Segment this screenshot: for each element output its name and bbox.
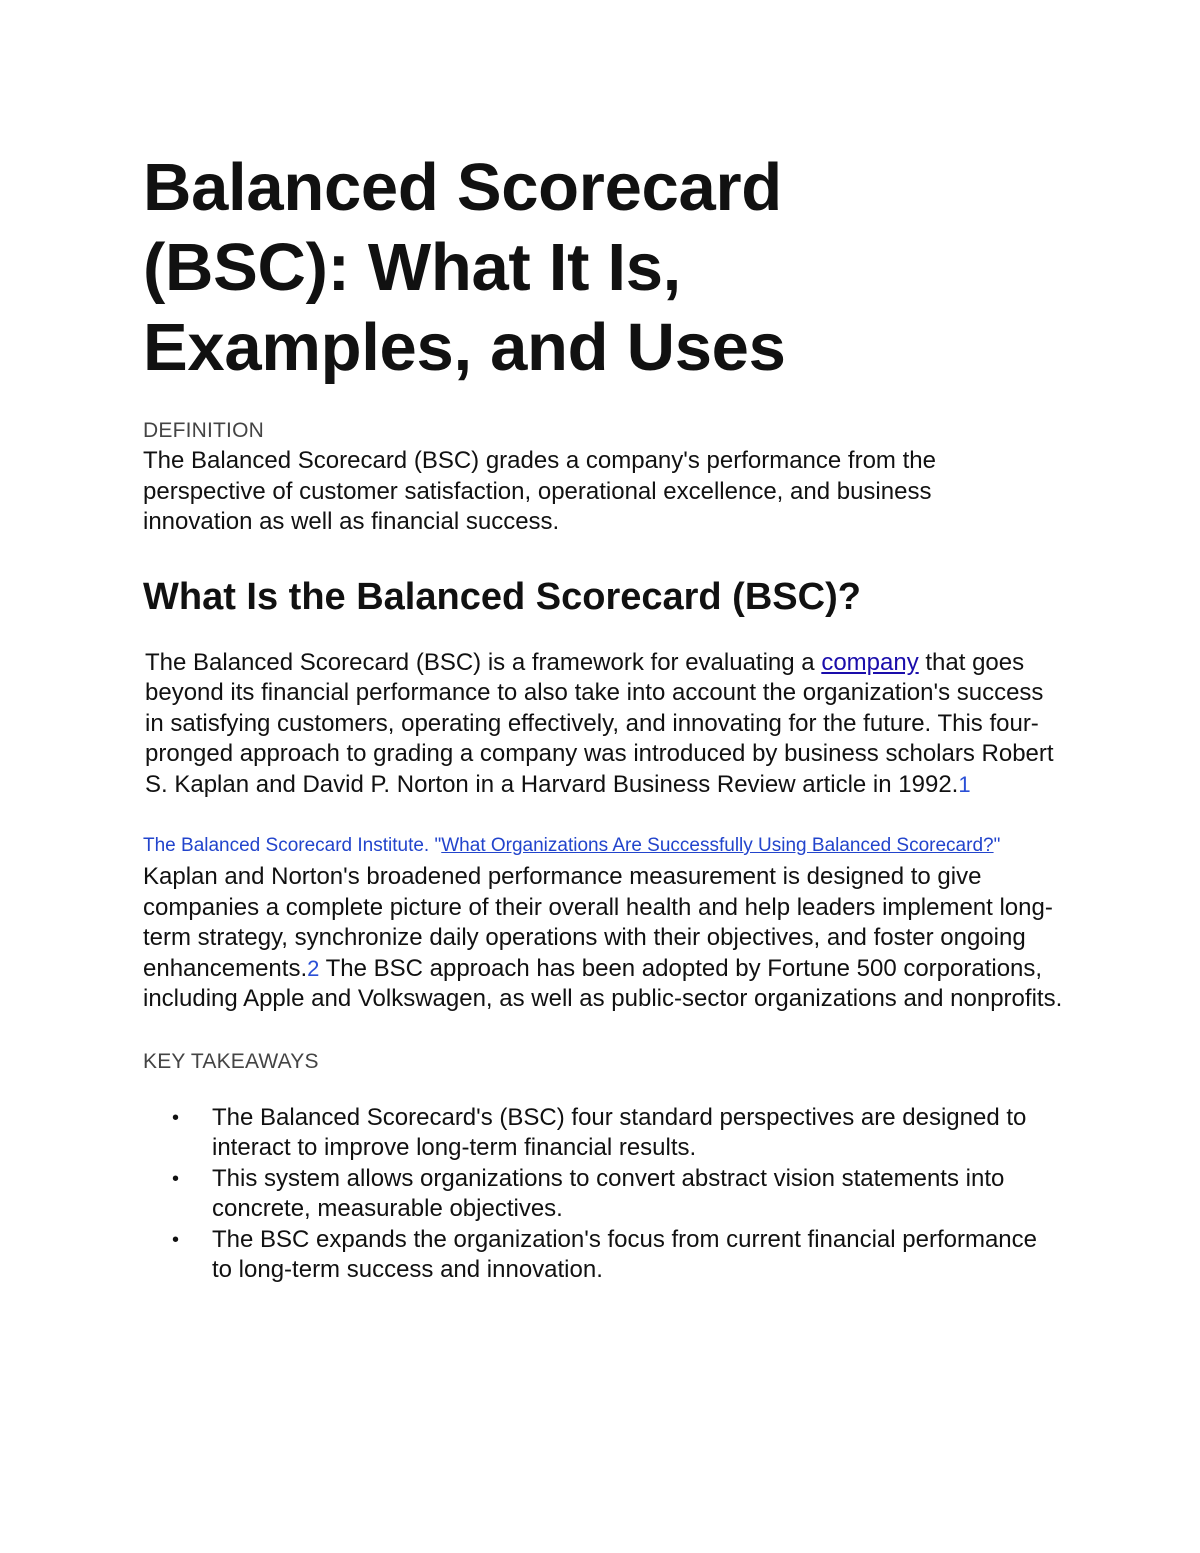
bullet-icon: •	[172, 1106, 180, 1129]
key-takeaways-list	[143, 1103, 1053, 1286]
title-line-1: Balanced Scorecard	[143, 150, 782, 225]
key-takeaways-label: KEY TAKEAWAYS	[143, 1049, 319, 1073]
list-item	[143, 1225, 1053, 1286]
takeaway-text: This system allows organizations to convert abstract vision statements into concrete, measurable objectives.	[212, 1164, 1005, 1222]
list-item	[143, 1164, 1053, 1225]
definition-label: DEFINITION	[143, 419, 264, 442]
definition-text: The Balanced Scorecard (BSC) grades a company's performance from the perspective of customer satisfaction, operational excellence, and business innovation as well as financial success.	[143, 447, 936, 535]
takeaway-text: The BSC expands the organization's focus from current financial performance to long-term success and innovation.	[212, 1225, 1037, 1283]
citation-suffix: "	[993, 835, 1001, 856]
bullet-icon: •	[172, 1167, 180, 1190]
footnote-ref-2[interactable]: 2	[307, 955, 320, 981]
footnote-ref-1[interactable]: 1	[958, 771, 971, 797]
intro-paragraph	[143, 648, 1065, 801]
section-heading: What Is the Balanced Scorecard (BSC)?	[143, 575, 861, 618]
title-line-3: Examples, and Uses	[143, 310, 786, 385]
body-text-start: Kaplan and Norton's broadened performance measurement is designed to give companies a complete picture of their overall health and help leaders implement long-term strategy, synchronize daily operations with their objectives, and foster ongoing enhancements.	[143, 863, 1053, 982]
takeaway-text: The Balanced Scorecard's (BSC) four standard perspectives are designed to interact to improve long-term financial results.	[212, 1103, 1027, 1161]
page-title	[143, 148, 1073, 388]
citation	[143, 834, 1023, 857]
citation-prefix: The Balanced Scorecard Institute. "	[143, 835, 442, 856]
list-item	[143, 1103, 1053, 1164]
title-line-2: (BSC): What It Is,	[143, 230, 681, 305]
intro-text-start: The Balanced Scorecard (BSC) is a framework for evaluating a	[145, 648, 822, 676]
body-text-end: The BSC approach has been adopted by Fortune 500 corporations, including Apple and Volkswagen, as well as public-sector organizations and nonprofits.	[143, 954, 1063, 1012]
intro-text-end: that goes beyond its financial performance to also take into account the organization's success in satisfying customers, operating effectively, and innovating for the future. This four-pronged approach to grading a company was introduced by business scholars Robert S. Kaplan and David P. Norton in a Harvard Business Review article in 1992.	[145, 648, 1054, 798]
document-page	[143, 148, 1073, 1286]
bullet-icon: •	[172, 1228, 180, 1251]
company-link[interactable]: company	[821, 648, 919, 676]
body-paragraph	[143, 862, 1063, 1015]
citation-link[interactable]: What Organizations Are Successfully Using Balanced Scorecard?	[441, 835, 994, 856]
